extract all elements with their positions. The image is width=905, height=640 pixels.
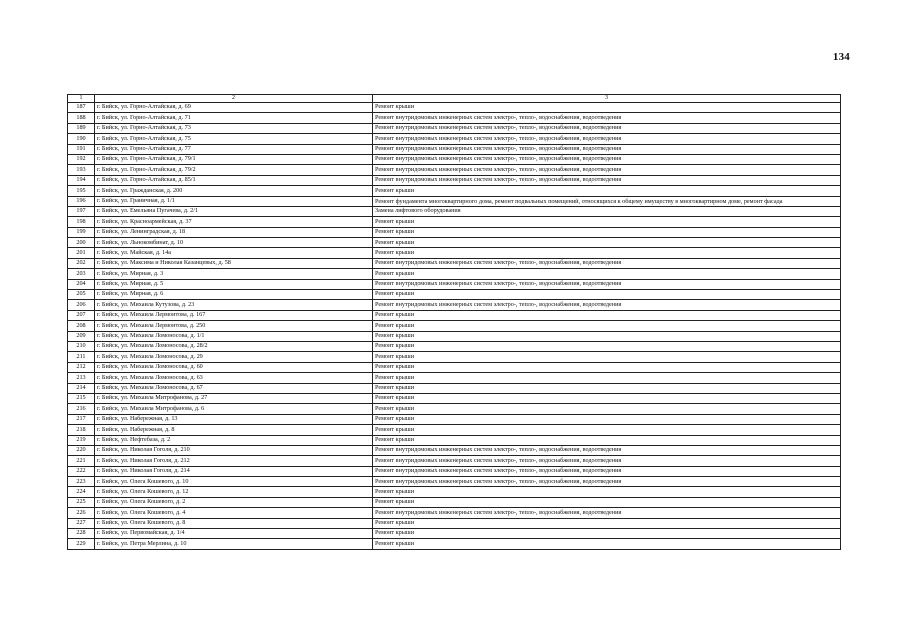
row-number-cell: 219: [68, 435, 95, 445]
address-cell: г. Бийск, ул. Горно-Алтайская, д. 79/2: [95, 165, 373, 175]
row-number-cell: 210: [68, 341, 95, 351]
table-row: [68, 373, 841, 383]
row-number-cell: 227: [68, 518, 95, 528]
work-type-cell: Ремонт крыши: [373, 518, 841, 528]
row-number-cell: 218: [68, 425, 95, 435]
work-type-cell: Ремонт внутридомовых инженерных систем электро-, тепло-, водоснабжения, водоотведения: [373, 123, 841, 133]
row-number-cell: 226: [68, 508, 95, 518]
table-row: [68, 186, 841, 196]
table-row: [68, 487, 841, 497]
row-number-cell: 217: [68, 414, 95, 424]
work-type-cell: Ремонт крыши: [373, 321, 841, 331]
address-cell: г. Бийск, ул. Гражданская, д. 200: [95, 186, 373, 196]
table-row: [68, 362, 841, 372]
address-cell: г. Бийск, ул. Михаила Митрофанова, д. 27: [95, 393, 373, 403]
table-row: [68, 310, 841, 320]
work-type-cell: Ремонт крыши: [373, 425, 841, 435]
row-number-cell: 207: [68, 310, 95, 320]
work-type-cell: Ремонт внутридомовых инженерных систем электро-, тепло-, водоснабжения, водоотведения: [373, 134, 841, 144]
table-row: [68, 300, 841, 310]
work-type-cell: Ремонт крыши: [373, 103, 841, 113]
work-type-cell: Ремонт фундамента многоквартирного дома, ремонт подвальных помещений, относящихся к общему имуществу в многоквартирном доме, ремонт фасада: [373, 196, 841, 206]
address-cell: г. Бийск, ул. Мирная, д. 5: [95, 279, 373, 289]
table-row: [68, 175, 841, 185]
work-type-cell: Ремонт внутридомовых инженерных систем электро-, тепло-, водоснабжения, водоотведения: [373, 113, 841, 123]
address-cell: г. Бийск, ул. Горно-Алтайская, д. 69: [95, 103, 373, 113]
table-row: [68, 435, 841, 445]
table-row: [68, 144, 841, 154]
work-type-cell: Ремонт внутридомовых инженерных систем электро-, тепло-, водоснабжения, водоотведения: [373, 175, 841, 185]
row-number-cell: 211: [68, 352, 95, 362]
table-row: [68, 290, 841, 300]
work-type-cell: Ремонт крыши: [373, 414, 841, 424]
table-row: [68, 248, 841, 258]
work-type-cell: Ремонт внутридомовых инженерных систем электро-, тепло-, водоснабжения, водоотведения: [373, 279, 841, 289]
address-cell: г. Бийск, ул. Емельяна Пугачева, д. 2/1: [95, 206, 373, 216]
address-cell: г. Бийск, ул. Михаила Ломоносова, д. 67: [95, 383, 373, 393]
table-row: [68, 404, 841, 414]
address-cell: г. Бийск, ул. Нефтебаза, д. 2: [95, 435, 373, 445]
address-cell: г. Бийск, ул. Горно-Алтайская, д. 77: [95, 144, 373, 154]
address-cell: г. Бийск, ул. Набережная, д. 8: [95, 425, 373, 435]
address-cell: г. Бийск, ул. Олега Кошевого, д. 10: [95, 477, 373, 487]
row-number-cell: 203: [68, 269, 95, 279]
address-cell: г. Бийск, ул. Мирная, д. 6: [95, 290, 373, 300]
row-number-cell: 191: [68, 144, 95, 154]
row-number-cell: 205: [68, 290, 95, 300]
row-number-cell: 222: [68, 466, 95, 476]
header-col-2: 2: [95, 95, 373, 103]
work-type-cell: Ремонт крыши: [373, 310, 841, 320]
row-number-cell: 213: [68, 373, 95, 383]
work-type-cell: Ремонт крыши: [373, 487, 841, 497]
row-number-cell: 198: [68, 217, 95, 227]
work-type-cell: Ремонт внутридомовых инженерных систем электро-, тепло-, водоснабжения, водоотведения: [373, 154, 841, 164]
work-type-cell: Замена лифтового оборудования: [373, 206, 841, 216]
work-type-cell: Ремонт крыши: [373, 186, 841, 196]
work-type-cell: Ремонт внутридомовых инженерных систем электро-, тепло-, водоснабжения, водоотведения: [373, 165, 841, 175]
address-cell: г. Бийск, ул. Максима и Николая Казанцевых, д. 58: [95, 258, 373, 268]
table-row: [68, 518, 841, 528]
address-cell: г. Бийск, ул. Михаила Кутузова, д. 23: [95, 300, 373, 310]
work-type-cell: Ремонт внутридомовых инженерных систем электро-, тепло-, водоснабжения, водоотведения: [373, 144, 841, 154]
address-cell: г. Бийск, ул. Горно-Алтайская, д. 75: [95, 134, 373, 144]
table-body: [68, 103, 841, 550]
work-type-cell: Ремонт крыши: [373, 373, 841, 383]
table-row: [68, 539, 841, 549]
row-number-cell: 201: [68, 248, 95, 258]
table-row: [68, 341, 841, 351]
work-type-cell: Ремонт крыши: [373, 341, 841, 351]
table-row: [68, 227, 841, 237]
table-row: [68, 238, 841, 248]
address-cell: г. Бийск, ул. Горно-Алтайская, д. 73: [95, 123, 373, 133]
table-row: [68, 113, 841, 123]
work-type-cell: Ремонт внутридомовых инженерных систем электро-, тепло-, водоснабжения, водоотведения: [373, 508, 841, 518]
table-row: [68, 352, 841, 362]
row-number-cell: 196: [68, 196, 95, 206]
address-cell: г. Бийск, ул. Набережная, д. 13: [95, 414, 373, 424]
work-type-cell: Ремонт крыши: [373, 497, 841, 507]
row-number-cell: 224: [68, 487, 95, 497]
work-type-cell: Ремонт крыши: [373, 238, 841, 248]
address-cell: г. Бийск, ул. Льнокомбинат, д. 10: [95, 238, 373, 248]
table-row: [68, 279, 841, 289]
table-row: [68, 425, 841, 435]
work-type-cell: Ремонт внутридомовых инженерных систем электро-, тепло-, водоснабжения, водоотведения: [373, 466, 841, 476]
row-number-cell: 187: [68, 103, 95, 113]
table-row: [68, 508, 841, 518]
work-type-cell: Ремонт крыши: [373, 352, 841, 362]
address-cell: г. Бийск, ул. Николая Гоголя, д. 212: [95, 456, 373, 466]
row-number-cell: 215: [68, 393, 95, 403]
row-number-cell: 195: [68, 186, 95, 196]
address-cell: г. Бийск, ул. Майская, д. 14а: [95, 248, 373, 258]
address-cell: г. Бийск, ул. Граничная, д. 1/1: [95, 196, 373, 206]
table-row: [68, 196, 841, 206]
work-type-cell: Ремонт крыши: [373, 404, 841, 414]
row-number-cell: 199: [68, 227, 95, 237]
table-row: [68, 529, 841, 539]
address-cell: г. Бийск, ул. Михаила Ломоносова, д. 29: [95, 352, 373, 362]
row-number-cell: 197: [68, 206, 95, 216]
work-type-cell: Ремонт внутридомовых инженерных систем электро-, тепло-, водоснабжения, водоотведения: [373, 258, 841, 268]
address-cell: г. Бийск, ул. Михаила Митрофанова, д. 6: [95, 404, 373, 414]
row-number-cell: 228: [68, 529, 95, 539]
work-type-cell: Ремонт крыши: [373, 529, 841, 539]
address-cell: г. Бийск, ул. Мирная, д. 3: [95, 269, 373, 279]
work-type-cell: Ремонт крыши: [373, 435, 841, 445]
address-cell: г. Бийск, ул. Михаила Лермонтова, д. 167: [95, 310, 373, 320]
row-number-cell: 221: [68, 456, 95, 466]
table-row: [68, 466, 841, 476]
table-row: [68, 154, 841, 164]
work-type-cell: Ремонт крыши: [373, 331, 841, 341]
table-row: [68, 258, 841, 268]
row-number-cell: 206: [68, 300, 95, 310]
address-cell: г. Бийск, ул. Олега Кошевого, д. 8: [95, 518, 373, 528]
header-col-3: 3: [373, 95, 841, 103]
address-cell: г. Бийск, ул. Красноармейская, д. 37: [95, 217, 373, 227]
work-type-cell: Ремонт внутридомовых инженерных систем электро-, тепло-, водоснабжения, водоотведения: [373, 456, 841, 466]
row-number-cell: 208: [68, 321, 95, 331]
work-type-cell: Ремонт крыши: [373, 393, 841, 403]
address-cell: г. Бийск, ул. Ленинградская, д. 18: [95, 227, 373, 237]
address-cell: г. Бийск, ул. Горно-Алтайская, д. 79/1: [95, 154, 373, 164]
table-row: [68, 134, 841, 144]
row-number-cell: 204: [68, 279, 95, 289]
repair-table-container: [67, 94, 840, 550]
row-number-cell: 202: [68, 258, 95, 268]
table-row: [68, 217, 841, 227]
table-row: [68, 321, 841, 331]
work-type-cell: Ремонт крыши: [373, 362, 841, 372]
row-number-cell: 225: [68, 497, 95, 507]
address-cell: г. Бийск, ул. Петра Мерлина, д. 10: [95, 539, 373, 549]
work-type-cell: Ремонт крыши: [373, 269, 841, 279]
address-cell: г. Бийск, ул. Николая Гоголя, д. 210: [95, 445, 373, 455]
address-cell: г. Бийск, ул. Горно-Алтайская, д. 85/1: [95, 175, 373, 185]
table-row: [68, 414, 841, 424]
address-cell: г. Бийск, ул. Первомайская, д. 1/4: [95, 529, 373, 539]
row-number-cell: 192: [68, 154, 95, 164]
table-row: [68, 103, 841, 113]
table-row: [68, 123, 841, 133]
address-cell: г. Бийск, ул. Олега Кошевого, д. 4: [95, 508, 373, 518]
table-row: [68, 456, 841, 466]
table-row: [68, 269, 841, 279]
table-row: [68, 331, 841, 341]
row-number-cell: 216: [68, 404, 95, 414]
table-row: [68, 477, 841, 487]
table-row: [68, 393, 841, 403]
work-type-cell: Ремонт крыши: [373, 248, 841, 258]
row-number-cell: 223: [68, 477, 95, 487]
table-row: [68, 383, 841, 393]
row-number-cell: 194: [68, 175, 95, 185]
row-number-cell: 189: [68, 123, 95, 133]
work-type-cell: Ремонт крыши: [373, 227, 841, 237]
address-cell: г. Бийск, ул. Михаила Ломоносова, д. 60: [95, 362, 373, 372]
address-cell: г. Бийск, ул. Михаила Ломоносова, д. 1/1: [95, 331, 373, 341]
row-number-cell: 200: [68, 238, 95, 248]
address-cell: г. Бийск, ул. Горно-Алтайская, д. 71: [95, 113, 373, 123]
row-number-cell: 209: [68, 331, 95, 341]
address-cell: г. Бийск, ул. Михаила Ломоносова, д. 63: [95, 373, 373, 383]
work-type-cell: Ремонт внутридомовых инженерных систем электро-, тепло-, водоснабжения, водоотведения: [373, 477, 841, 487]
repair-table: [67, 94, 841, 550]
table-header-row: [68, 95, 841, 103]
row-number-cell: 214: [68, 383, 95, 393]
work-type-cell: Ремонт крыши: [373, 383, 841, 393]
row-number-cell: 188: [68, 113, 95, 123]
work-type-cell: Ремонт внутридомовых инженерных систем электро-, тепло-, водоснабжения, водоотведения: [373, 445, 841, 455]
work-type-cell: Ремонт внутридомовых инженерных систем электро-, тепло-, водоснабжения, водоотведения: [373, 300, 841, 310]
address-cell: г. Бийск, ул. Олега Кошевого, д. 2: [95, 497, 373, 507]
work-type-cell: Ремонт крыши: [373, 217, 841, 227]
address-cell: г. Бийск, ул. Михаила Ломоносова, д. 28/2: [95, 341, 373, 351]
work-type-cell: Ремонт крыши: [373, 290, 841, 300]
table-row: [68, 165, 841, 175]
row-number-cell: 193: [68, 165, 95, 175]
table-row: [68, 445, 841, 455]
row-number-cell: 229: [68, 539, 95, 549]
row-number-cell: 220: [68, 445, 95, 455]
row-number-cell: 190: [68, 134, 95, 144]
page-number: 134: [832, 51, 850, 63]
work-type-cell: Ремонт крыши: [373, 539, 841, 549]
address-cell: г. Бийск, ул. Михаила Лермонтова, д. 250: [95, 321, 373, 331]
table-row: [68, 497, 841, 507]
address-cell: г. Бийск, ул. Николая Гоголя, д. 214: [95, 466, 373, 476]
address-cell: г. Бийск, ул. Олега Кошевого, д. 12: [95, 487, 373, 497]
table-row: [68, 206, 841, 216]
row-number-cell: 212: [68, 362, 95, 372]
header-col-1: 1: [68, 95, 95, 103]
